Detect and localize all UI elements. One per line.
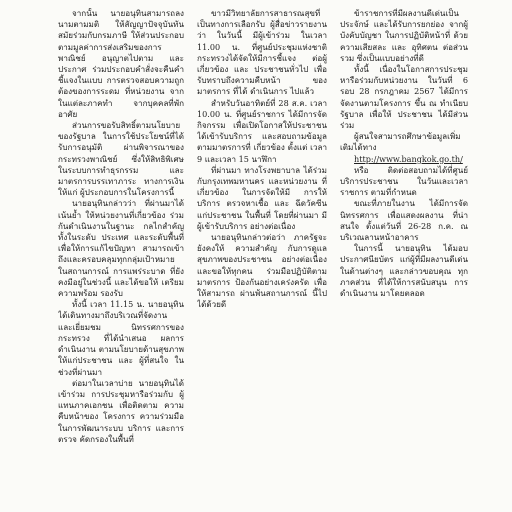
paragraph: ทั้งนี้ เนื่องในโอกาสการประชุมหารือร่วมกับหน่วยงาน ในวันที่ 6 รอบ 28 กรกฎาคม 2567 ได้มีการจัดงานตามโครงการ ขึ้น ณ ทำเนียบรัฐบาล เพื่อให้ ประชาชน ได้มีส่วนร่วม [340,64,468,131]
paragraph: ขณะที่ภายในงาน ได้มีการจัด นิทรรศการ เพื่อแสดงผลงาน ที่น่าสนใจ ตั้งแต่วันที่ 26-28 ก.ค. ณ บริเวณลานหน้าอาคาร [340,198,468,243]
paragraph: ขาวมีวิทยาลัยการสาธารณสุขที่เป็นทางการเลือกรับ ผู้สื่อข่าวรายงานว่า ในวันนี้ มีผู้เข้าร่วม ในเวลา 11.00 น. ที่ศูนย์ประชุมแห่งชาติ กระทรวงได้จัดให้มีการชี้แจง ต่อผู้เกี่ยวข้อง และ ประชาชนทั่วไป เพื่อ รับทราบถึงความคืบหน้า ของมาตรการ ที่ได้ ดำเนินการ ไปแล้ว [197,8,327,97]
paragraph: หรือ ติดต่อสอบถามได้ที่ศูนย์ บริการประชาชน ในวันและเวลาราชการ ตามที่กำหนด [340,164,468,198]
website-link[interactable]: http://www.bangkok.go.th/ [354,153,463,164]
paragraph: นายอนุทินกล่าวต่อว่า ภาครัฐจะยังคงให้ ความสำคัญ กับการดูแลสุขภาพของประชาชน อย่างต่อเนื่อง และขอให้ทุกคน ร่วมมือปฏิบัติตาม มาตรการ ป้องกันอย่างเคร่งครัด เพื่อให้สามารถ ผ่านพ้นสถานการณ์ นี้ไปได้ด้วยดี [197,232,327,310]
article-column-1 [58,8,184,512]
paragraph: จากนั้น นายอนุทินสามารถลงนามตามมติ ให้สัญญาปัจจุบันทันสมัยร่วมกับกรมภาษี ให้ส่วนประกอบตามมูลค่าการส่งเสริมของการพาณิชย์ อนุญาตไปตาม และประกาศ ร่วมประกอบคำสั่งจะคืนคำชี้แจงในแบบ การตรวจสอบความถูกต้องของการระดม ที่หน่วยงาน จากในแต่ละภาคทำ จากบุคคลที่พักอาศัย [58,8,184,119]
paragraph: ข้าราชการที่มีผลงานดีเด่นเป็นประจักษ์ และได้รับการยกย่อง จากผู้บังคับบัญชา ในการปฏิบัติหน้าที่ ด้วยความเสียสละ และ อุทิศตน ต่อส่วนรวม ซึ่งเป็นแบบอย่างที่ดี [340,8,468,63]
paragraph: ส่วนการขอรับสิทธิ์ตามนโยบายของรัฐบาล ในการใช้ประโยชน์ที่ได้รับการอนุมัติ ผ่านพิจารณาของกระทรวงพาณิชย์ ซึ่งให้สิทธิพิเศษ ในระบบการทำธุรกรรม และมาตรการบรรเทาภาระ ทางการเงินให้แก่ ผู้ประกอบการในโครงการนี้ [58,120,184,198]
paragraph: ผู้สนใจสามารถศึกษาข้อมูลเพิ่มเติมได้ทาง [340,131,461,153]
article-column-3 [340,8,468,512]
paragraph: ต่อมาในเวลาบ่าย นายอนุทินได้เข้าร่วม การประชุมหารือร่วมกับ ผู้แทนภาคเอกชน เพื่อติดตาม ความคืบหน้าของ โครงการ ความร่วมมือ ในการพัฒนาระบบ บริการ และการตรวจ คัดกรองในพื้นที่ [58,377,184,444]
article-column-2 [197,8,327,512]
paragraph: สำหรับวันอาทิตย์ที่ 28 ส.ค. เวลา 10.00 น. ที่ศูนย์ราชการ ได้มีการจัดกิจกรรม เพื่อเปิดโอกาสให้ประชาชน ได้เข้ารับบริการ และสอบถามข้อมูล ตามมาตรการที่ เกี่ยวข้อง ตั้งแต่ เวลา 9 และเวลา 15 นาฬิกา [197,97,327,164]
paragraph: ที่ผ่านมา ทางโรงพยาบาล ได้ร่วมกับกรุงเทพมหานคร และหน่วยงาน ที่เกี่ยวข้อง ในการจัดให้มี การให้บริการ ตรวจหาเชื้อ และ ฉีดวัคซีน แก่ประชาชน ในพื้นที่ โดยที่ผ่านมา มีผู้เข้ารับบริการ อย่างต่อเนื่อง [197,164,327,231]
paragraph: ทั้งนี้ เวลา 11.15 น. นายอนุทินได้เดินทางมาถึงบริเวณที่จัดงาน และเยี่ยมชม นิทรรศการของกระทรวง ที่ได้นำเสนอ ผลการดำเนินงาน ตามนโยบายด้านสุขภาพ ให้แก่ประชาชน และ ผู้ที่สนใจ ในช่วงที่ผ่านมา [58,299,184,377]
paragraph: ในการนี้ นายอนุทิน ได้มอบ ประกาศนียบัตร แก่ผู้ที่มีผลงานดีเด่น ในด้านต่างๆ และกล่าวขอบคุณ ทุกภาคส่วน ที่ได้ให้การสนับสนุน การดำเนินงาน มาโดยตลอด [340,243,468,299]
paragraph: นายอนุทินกล่าวว่า ที่ผ่านมาได้เน้นย้ำ ให้หน่วยงานที่เกี่ยวข้อง ร่วมกันดำเนินงานในฐานะ กลไกสำคัญ ทั้งในระดับ ประเทศ และระดับพื้นที่ เพื่อให้การแก้ไขปัญหา สามารถเข้าถึงและครอบคลุมทุกกลุ่มเป้าหมาย ในสถานการณ์ การแพร่ระบาด ที่ยังคงมีอยู่ในช่วงนี้ และได้ขอให้ เตรียมความพร้อม รองรับ [58,198,184,299]
